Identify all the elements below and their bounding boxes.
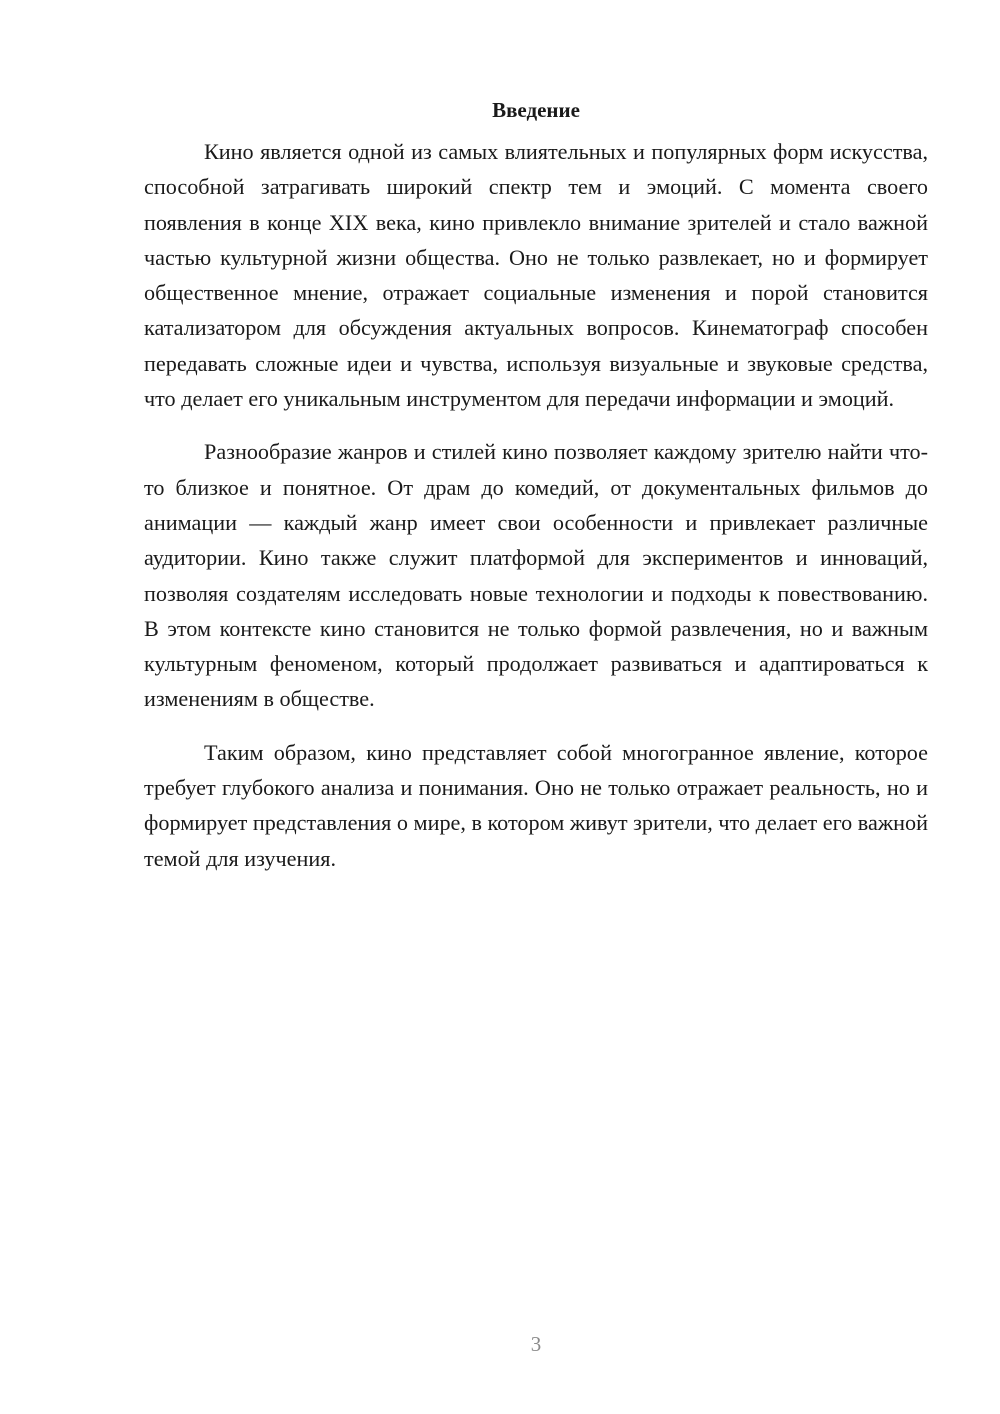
section-title: Введение	[492, 98, 580, 122]
page-number: 3	[530, 1332, 542, 1356]
paragraph-3: Таким образом, кино представляет собой многогранное явление, которое требует глубокого анализа и понимания. Оно не только отражает реальность, но и формирует представления о мире, в котором живут зрители, что делает его важной темой для изучения.	[144, 739, 928, 871]
page-body	[144, 92, 928, 894]
paragraph-2: Разнообразие жанров и стилей кино позволяет каждому зрителю найти что-то близкое и понятное. От драм до комедий, от документальных фильмов до анимации — каждый жанр имеет свои особенности и привлекает различные аудитории. Кино также служит платформой для экспериментов и инноваций, позволяя создателям исследовать новые технологии и подходы к повествованию. В этом контексте кино становится не только формой развлечения, но и важным культурным феноменом, который продолжает развиваться и адаптироваться к изменениям в обществе.	[144, 439, 928, 712]
paragraph-1: Кино является одной из самых влиятельных и популярных форм искусства, способной затрагивать широкий спектр тем и эмоций. С момента своего появления в конце XIX века, кино привлекло внимание зрителей и стало важной частью культурной жизни общества. Оно не только развлекает, но и формирует общественное мнение, отражает социальные изменения и порой становится катализатором для обсуждения актуальных вопросов. Кинематограф способен передавать сложные идеи и чувства, используя визуальные и звуковые средства, что делает его уникальным инструментом для передачи информации и эмоций.	[144, 139, 928, 412]
